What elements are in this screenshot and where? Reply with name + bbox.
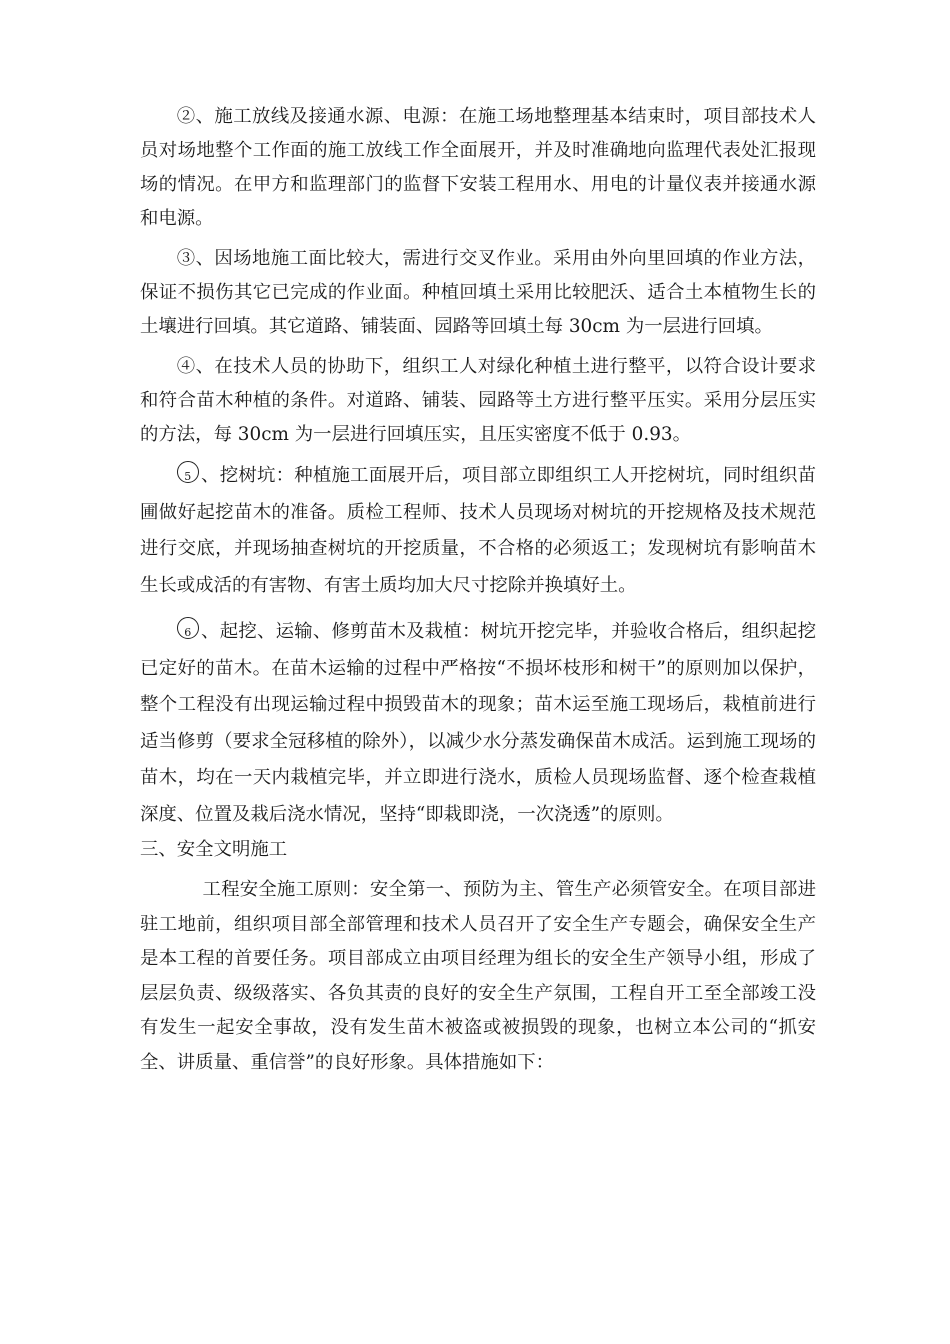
paragraph-step-6 xyxy=(140,614,816,833)
paragraph-step-3: ③、因场地施工面比较大，需进行交叉作业。采用由外向里回填的作业方法，保证不损伤其它已完成的作业面。种植回填土采用比较肥沃、适合土本植物生长的土壤进行回填。其它道路、铺装面、园路等回填土每 30cm 为一层进行回填。 xyxy=(140,248,816,337)
paragraph-step-5 xyxy=(140,458,816,604)
paragraph-step-4: ④、在技术人员的协助下，组织工人对绿化种植土进行整平，以符合设计要求和符合苗木种植的条件。对道路、铺装、园路等土方进行整平压实。采用分层压实的方法，每 30cm 为一层进行回填压实，且压实密度不低于 0.93。 xyxy=(140,356,816,445)
paragraph-step-2: ②、施工放线及接通水源、电源：在施工场地整理基本结束时，项目部技术人员对场地整个工作面的施工放线工作全面展开，并及时准确地向监理代表处汇报现场的情况。在甲方和监理部门的监督下安装工程用水、用电的计量仪表并接通水源和电源。 xyxy=(140,106,816,229)
paragraph-step-5-text: 、挖树坑：种植施工面展开后，项目部立即组织工人开挖树坑，同时组织苗圃做好起挖苗木的准备。质检工程师、技术人员现场对树坑的开挖规格及技术规范进行交底，并现场抽查树坑的开挖质量，不合格的必须返工；发现树坑有影响苗木生长或成活的有害物、有害土质均加大尺寸挖除并换填好土。 xyxy=(140,465,816,596)
circled-number-6: 6 xyxy=(177,617,199,639)
paragraph-step-6-text: 、起挖、运输、修剪苗木及栽植：树坑开挖完毕，并验收合格后，组织起挖已定好的苗木。在苗木运输的过程中严格按“不损坏枝形和树干”的原则加以保护，整个工程没有出现运输过程中损毁苗木的现象；苗木运至施工现场后，栽植前进行适当修剪（要求全冠移植的除外），以减少水分蒸发确保苗木成活。运到施工现场的苗木，均在一天内栽植完毕，并立即进行浇水，质检人员现场监督、逐个检查栽植深度、位置及栽后浇水情况，坚持“即栽即浇，一次浇透”的原则。 xyxy=(140,621,816,825)
section-heading: 三、安全文明施工 xyxy=(140,839,288,860)
document-page xyxy=(140,100,816,1080)
safety-paragraph: 工程安全施工原则：安全第一、预防为主、管生产必须管安全。在项目部进驻工地前，组织项目部全部管理和技术人员召开了安全生产专题会，确保安全生产是本工程的首要任务。项目部成立由项目经理为组长的安全生产领导小组，形成了层层负责、级级落实、各负其责的良好的安全生产氛围，工程自开工至全部竣工没有发生一起安全事故，没有发生苗木被盗或被损毁的现象，也树立本公司的“抓安全、讲质量、重信誉”的良好形象。具体措施如下： xyxy=(140,879,816,1073)
circled-number-5: 5 xyxy=(177,461,199,483)
